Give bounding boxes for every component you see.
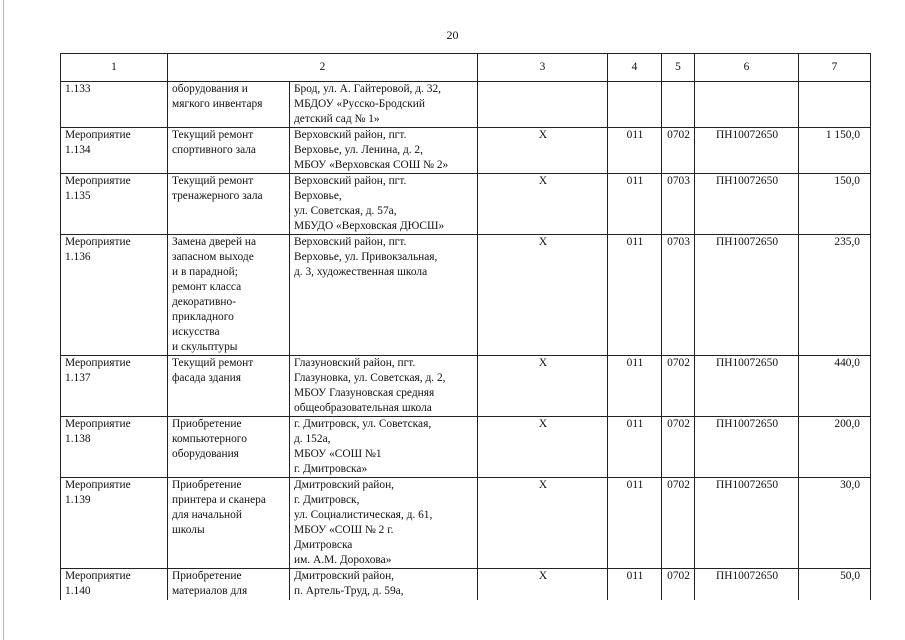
table-row	[61, 356, 871, 417]
header-col-5: 5	[662, 54, 695, 82]
description-cell: Приобретение компьютерного оборудования	[168, 417, 290, 478]
table-row	[61, 128, 871, 174]
header-col-4: 4	[608, 54, 662, 82]
header-col-3: 3	[478, 54, 608, 82]
amount-cell: 235,0	[799, 235, 871, 356]
description-cell: Текущий ремонт тренажерного зала	[168, 174, 290, 235]
address-cell: Брод, ул. А. Гайтеровой, д. 32, МБДОУ «Русско-Бродский детский сад № 1»	[290, 82, 478, 128]
header-row	[61, 54, 871, 82]
amount-cell: 50,0	[799, 569, 871, 600]
target-code-cell: ПН10072650	[695, 569, 799, 600]
header-col-7: 7	[799, 54, 871, 82]
code-cell	[608, 82, 662, 128]
description-cell: Текущий ремонт спортивного зала	[168, 128, 290, 174]
address-cell: Верховский район, пгт. Верховье, ул. Ленина, д. 2, МБОУ «Верховская СОШ № 2»	[290, 128, 478, 174]
section-cell: 0702	[662, 417, 695, 478]
measure-cell: Мероприятие 1.140	[61, 569, 168, 600]
description-cell: Замена дверей на запасном выходе и в парадной; ремонт класса декоративно- прикладного искусства и скульптуры	[168, 235, 290, 356]
description-cell: оборудования и мягкого инвентаря	[168, 82, 290, 128]
code-cell: 011	[608, 569, 662, 600]
section-cell: 0702	[662, 478, 695, 569]
measure-cell: Мероприятие 1.138	[61, 417, 168, 478]
target-code-cell: ПН10072650	[695, 174, 799, 235]
target-code-cell: ПН10072650	[695, 235, 799, 356]
page-left-edge	[3, 0, 4, 640]
code-cell: 011	[608, 128, 662, 174]
address-cell: Верховский район, пгт. Верховье, ул. Советская, д. 57а, МБУДО «Верховская ДЮСШ»	[290, 174, 478, 235]
code-cell: 011	[608, 478, 662, 569]
mark-cell: Х	[478, 128, 608, 174]
header-col-1: 1	[61, 54, 168, 82]
section-cell: 0702	[662, 128, 695, 174]
address-cell: Дмитровский район, п. Артель-Труд, д. 59а,	[290, 569, 478, 600]
mark-cell: Х	[478, 478, 608, 569]
measure-cell: 1.133	[61, 82, 168, 128]
section-cell: 0703	[662, 235, 695, 356]
address-cell: Дмитровский район, г. Дмитровск, ул. Социалистическая, д. 61, МБОУ «СОШ № 2 г. Дмитровска им. А.М. Дорохова»	[290, 478, 478, 569]
measure-cell: Мероприятие 1.134	[61, 128, 168, 174]
section-cell: 0703	[662, 174, 695, 235]
address-cell: г. Дмитровск, ул. Советская, д. 152а, МБОУ «СОШ №1 г. Дмитровска»	[290, 417, 478, 478]
table-row	[61, 478, 871, 569]
mark-cell: Х	[478, 235, 608, 356]
target-code-cell: ПН10072650	[695, 417, 799, 478]
section-cell	[662, 82, 695, 128]
amount-cell: 440,0	[799, 356, 871, 417]
measure-cell: Мероприятие 1.139	[61, 478, 168, 569]
section-cell: 0702	[662, 356, 695, 417]
section-cell: 0702	[662, 569, 695, 600]
mark-cell: Х	[478, 569, 608, 600]
table-row	[61, 82, 871, 128]
target-code-cell	[695, 82, 799, 128]
budget-table	[60, 53, 871, 600]
target-code-cell: ПН10072650	[695, 478, 799, 569]
measure-cell: Мероприятие 1.136	[61, 235, 168, 356]
table-row	[61, 174, 871, 235]
code-cell: 011	[608, 356, 662, 417]
header-col-6: 6	[695, 54, 799, 82]
page-number: 20	[446, 28, 459, 42]
target-code-cell: ПН10072650	[695, 356, 799, 417]
measure-cell: Мероприятие 1.135	[61, 174, 168, 235]
address-cell: Верховский район, пгт. Верховье, ул. Привокзальная, д. 3, художественная школа	[290, 235, 478, 356]
description-cell: Текущий ремонт фасада здания	[168, 356, 290, 417]
description-cell: Приобретение материалов для	[168, 569, 290, 600]
amount-cell	[799, 82, 871, 128]
code-cell: 011	[608, 174, 662, 235]
address-cell: Глазуновский район, пгт. Глазуновка, ул. Советская, д. 2, МБОУ Глазуновская средняя общеобразовательная школа	[290, 356, 478, 417]
mark-cell: Х	[478, 356, 608, 417]
mark-cell	[478, 82, 608, 128]
amount-cell: 200,0	[799, 417, 871, 478]
measure-cell: Мероприятие 1.137	[61, 356, 168, 417]
code-cell: 011	[608, 235, 662, 356]
amount-cell: 150,0	[799, 174, 871, 235]
header-col-2: 2	[168, 54, 478, 82]
table-row	[61, 417, 871, 478]
target-code-cell: ПН10072650	[695, 128, 799, 174]
mark-cell: Х	[478, 417, 608, 478]
amount-cell: 30,0	[799, 478, 871, 569]
amount-cell: 1 150,0	[799, 128, 871, 174]
table-row	[61, 235, 871, 356]
code-cell: 011	[608, 417, 662, 478]
mark-cell: Х	[478, 174, 608, 235]
table-row	[61, 569, 871, 600]
description-cell: Приобретение принтера и сканера для начальной школы	[168, 478, 290, 569]
